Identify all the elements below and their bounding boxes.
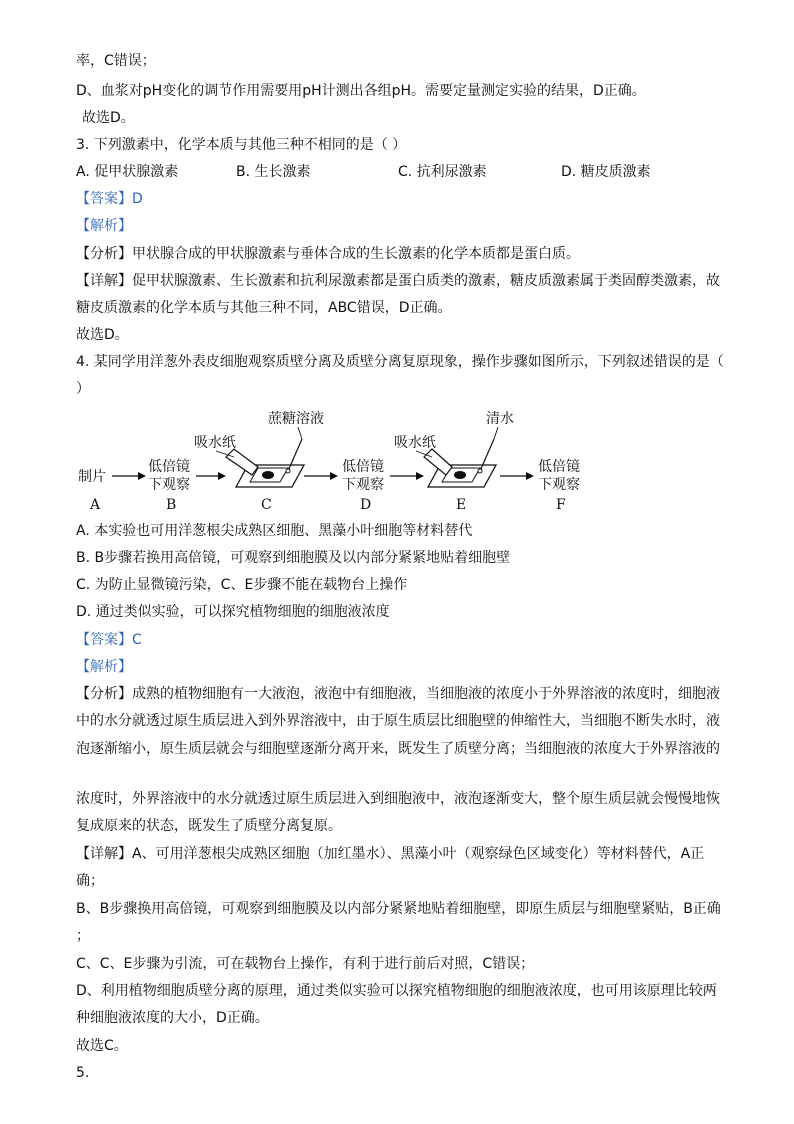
observe-label: 下观察 [148, 477, 190, 493]
blotting-paper-label: 吸水纸 [394, 435, 436, 451]
text-line: 故选D。 [82, 110, 135, 126]
text-line: C、C、E步骤为引流，可在载物台上操作，有利于进行前后对照，C错误； [76, 956, 535, 972]
text-line: 糖皮质激素的化学本质与其他三种不同，ABC错误，D正确。 [76, 300, 452, 316]
text-line: 种细胞液浓度的大小，D正确。 [76, 1010, 269, 1026]
text-line: D、血浆对pH变化的调节作用需要用pH计测出各组pH。需要定量测定实验的结果，D正确。 [76, 83, 646, 99]
text-line: 率，C错误； [76, 53, 156, 69]
pointer-line [494, 427, 498, 439]
text-line: 【详解】促甲状腺激素、生长激素和抗利尿激素都是蛋白质类的激素，糖皮质激素属于类固醇类激素，故 [76, 273, 720, 289]
experiment-diagram [76, 405, 596, 515]
answer-label: 【答案】D [76, 191, 143, 207]
low-power-label: 低倍镜 [538, 459, 580, 475]
text-line: D、利用植物细胞质壁分离的原理，通过类似实验可以探究植物细胞的细胞液浓度，也可用该原理比较两 [76, 983, 717, 999]
water-label: 清水 [486, 411, 514, 427]
text-line: ； [76, 928, 90, 944]
text-line: 浓度时，外界溶液中的水分就透过原生质层进入到细胞液中，液泡逐渐变大，整个原生质层就会慢慢地恢 [76, 791, 720, 807]
text-line: B、B步骤换用高倍镜，可观察到细胞膜及以内部分紧紧地贴着细胞壁，即原生质层与细胞壁紧贴，B正确 [76, 901, 721, 917]
low-power-label: 低倍镜 [342, 459, 384, 475]
option-b: B. 生长激素 [236, 164, 311, 180]
step-letter: E [456, 497, 467, 513]
option-c: C. 为防止显微镜污染，C、E步骤不能在载物台上操作 [76, 577, 408, 593]
slide-c [226, 439, 304, 487]
arrow-head [218, 472, 226, 480]
pointer-line [298, 427, 302, 439]
option-d: D. 通过类似实验，可以探究植物细胞的细胞液浓度 [76, 604, 390, 620]
question-4: 4. 某同学用洋葱外表皮细胞观察质壁分离及质壁分离复原现象，操作步骤如图所示，下列叙述错误的是（ [76, 354, 724, 370]
step-letter: B [166, 497, 177, 513]
arrow-head [526, 472, 534, 480]
arrow-head [416, 472, 424, 480]
option-a: A. 本实验也可用洋葱根尖成熟区细胞、黑藻小叶细胞等材料替代 [76, 523, 473, 539]
step-letter: D [360, 497, 372, 513]
step-letter: C [261, 497, 272, 513]
text-line: 故选D。 [76, 327, 129, 343]
text-line: 故选C。 [76, 1038, 128, 1054]
text-line: 【详解】A、可用洋葱根尖成熟区细胞（加红墨水）、黑藻小叶（观察绿色区域变化）等材料替代，A正 [76, 846, 705, 862]
blotting-paper-label: 吸水纸 [194, 435, 236, 451]
text-line: 泡逐渐缩小，原生质层就会与细胞壁逐渐分离开来，既发生了质壁分离；当细胞液的浓度大于外界溶液的 [76, 741, 720, 757]
step-letter: F [556, 497, 566, 513]
observe-label: 下观察 [342, 477, 384, 493]
blotting-paper-icon [226, 449, 258, 475]
text-line: 中的水分就透过原生质层进入到外界溶液中，由于原生质层比细胞壁的伸缩性大，当细胞不断失水时，液 [76, 713, 720, 729]
arrow-head [330, 472, 338, 480]
question-5: 5. [76, 1065, 90, 1081]
sucrose-label: 蔗糖溶液 [268, 411, 324, 427]
question-3: 3. 下列激素中，化学本质与其他三种不相同的是（ ） [76, 137, 407, 153]
text-line: 确； [76, 873, 104, 889]
text-line: 复成原来的状态，既发生了质壁分离复原。 [76, 818, 342, 834]
arrow-head [138, 472, 146, 480]
answer-label: 【答案】C [76, 632, 142, 648]
low-power-label: 低倍镜 [148, 459, 190, 475]
text-line: ） [76, 381, 90, 397]
observe-label: 下观察 [538, 477, 580, 493]
text-line: 【分析】成熟的植物细胞有一大液泡，液泡中有细胞液，当细胞液的浓度小于外界溶液的浓度时，细胞液 [76, 686, 720, 702]
option-c: C. 抗利尿激素 [398, 164, 487, 180]
analysis-label: 【解析】 [76, 659, 132, 675]
text-line: 【分析】甲状腺合成的甲状腺激素与垂体合成的生长激素的化学本质都是蛋白质。 [76, 246, 580, 262]
option-d: D. 糖皮质激素 [561, 164, 651, 180]
analysis-label: 【解析】 [76, 218, 132, 234]
step-letter: A [90, 497, 101, 513]
step-make-label: 制片 [78, 469, 106, 485]
option-a: A. 促甲状腺激素 [76, 164, 179, 180]
option-b: B. B步骤若换用高倍镜，可观察到细胞膜及以内部分紧紧地贴着细胞壁 [76, 550, 511, 566]
